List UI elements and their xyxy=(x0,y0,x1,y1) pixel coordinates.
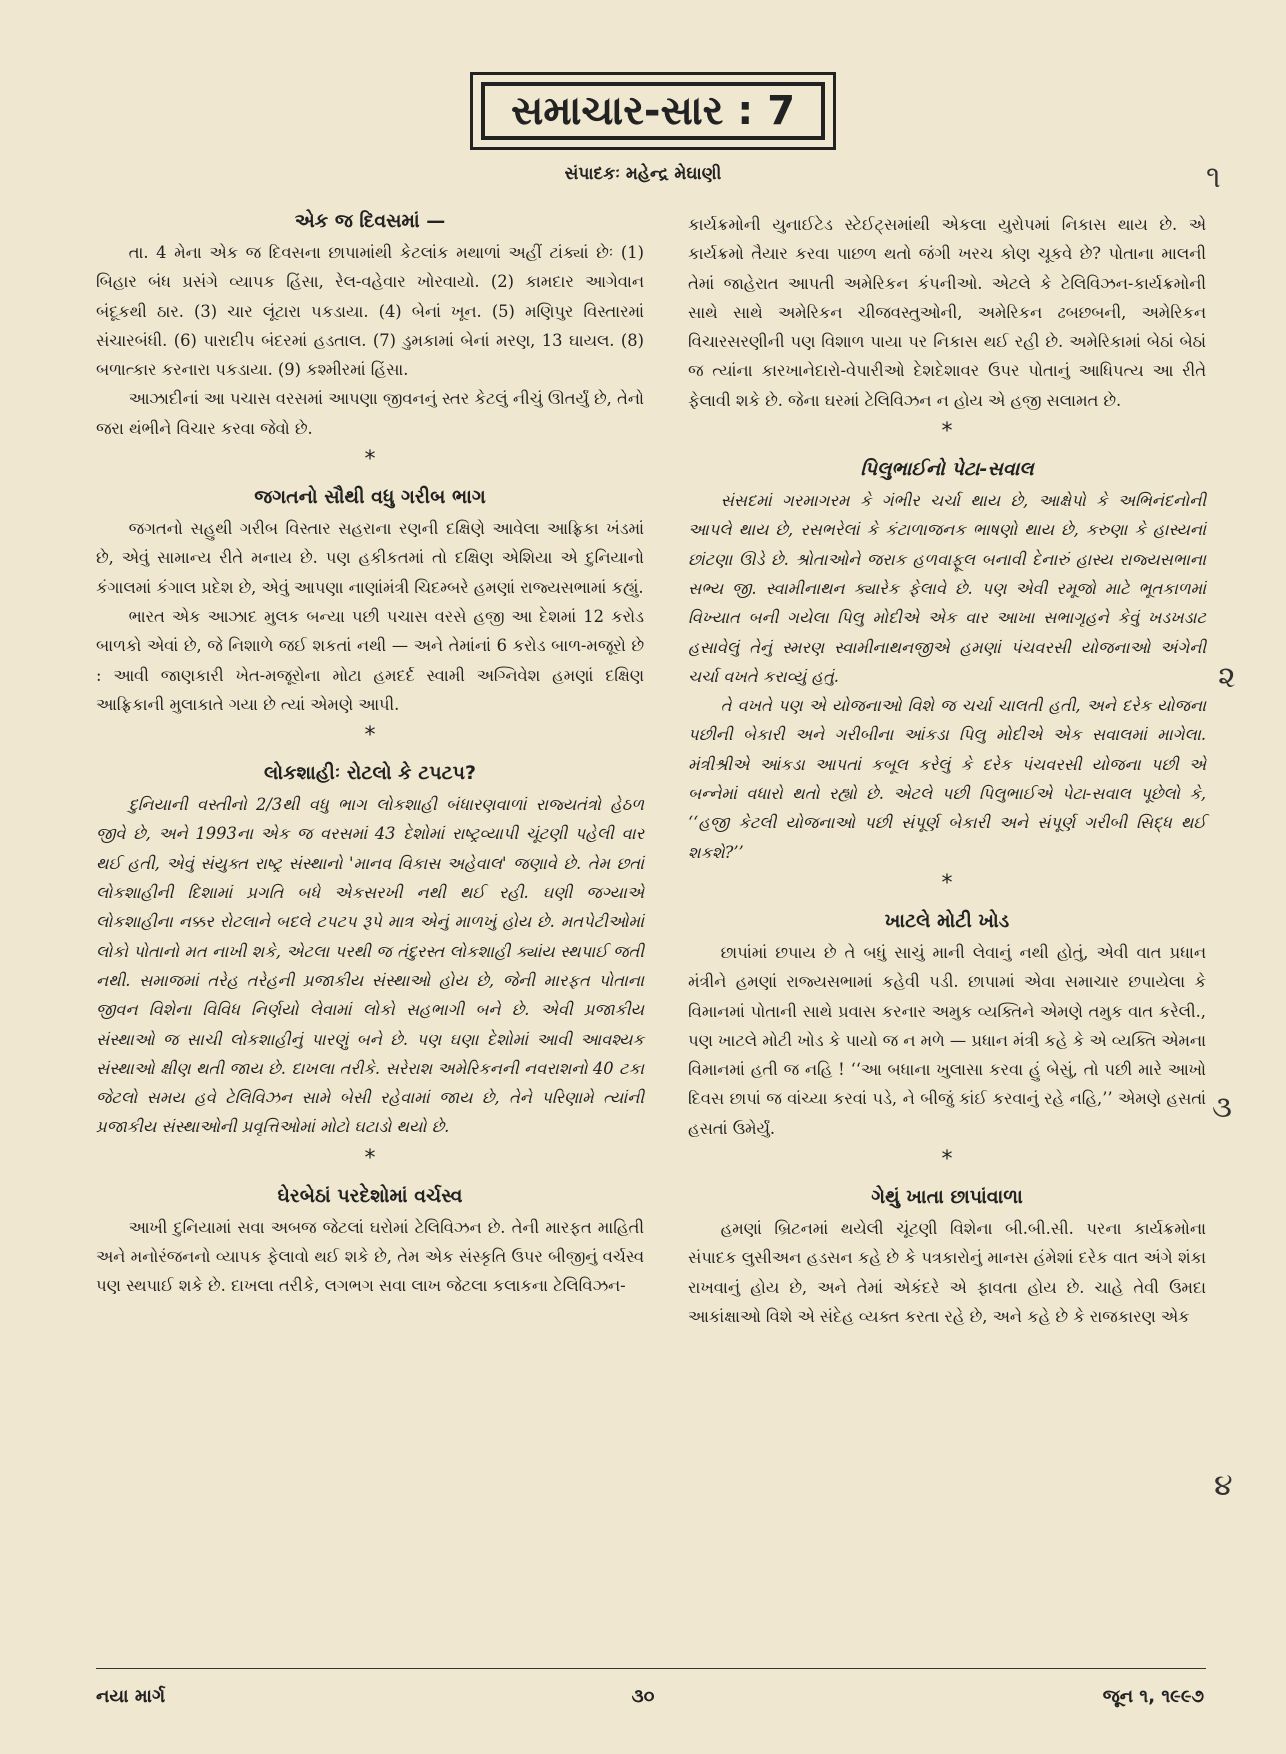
issue-date: જૂન ૧, ૧૯૯૭ xyxy=(1102,1686,1204,1707)
section-separator: * xyxy=(364,447,376,473)
paragraph: જગતનો સહુથી ગરીબ વિસ્તાર સહરાના રણની દક્ષિણે આવેલા આફ્રિકા ખંડમાં છે, એવું સામાન્ય રીતે મનાય છે. પણ હકીકતમાં તો દક્ષિણ એશિયા એ દુનિયાનો કંગાલમાં કંગાલ પ્રદેશ છે, એવું આપણા નાણાંમંત્રી ચિદમ્બરે હમણાં રાજ્યસભામાં કહ્યું. xyxy=(96,519,644,597)
section-separator: * xyxy=(364,1145,376,1171)
page-number: ૩૦ xyxy=(631,1686,655,1707)
paragraph: તા. 4 મેના એક જ દિવસના છાપામાંથી કેટલાંક મથાળાં અહીં ટાંક્યાં છેઃ (1) બિહાર બંધ પ્રસંગે વ્યાપક હિંસા, રેલ-વહેવાર ખોરવાયો. (2) કામદાર આગેવાન બંદૂકથી ઠાર. (3) ચાર લૂંટારા પકડાયા. (4) બેનાં ખૂન. (5) મણિપુર વિસ્તારમાં સંચારબંધી. (6) પારાદીપ બંદરમાં હડતાલ. (7) ડુમકામાં બેનાં મરણ, 13 ઘાયલ. (8) બળાત્કાર કરનારા પકડાયા. (9) કશ્મીરમાં હિંસા. xyxy=(96,243,644,380)
section-separator: * xyxy=(364,723,376,749)
editor-line: સંપાદકઃ મહેન્દ્ર મેઘાણી xyxy=(564,164,722,184)
paragraph: તે વખતે પણ એ યોજનાઓ વિશે જ ચર્ચા ચાલતી હતી, અને દરેક યોજના પછીની બેકારી અને ગરીબીના આંકડા પિલુ મોદીએ એક સવાલમાં માગેલા. મંત્રીશ્રીએ આંકડા આપતાં કબૂલ કરેલું કે દરેક પંચવરસી યોજના પછી એ બન્નેમાં વધારો થતો રહ્યો છે. એટલે પછી પિલુભાઈએ પેટા-સવાલ પૂછેલો કે, ‘‘હજી કેટલી યોજનાઓ પછી સંપૂર્ણ બેકારી અને સંપૂર્ણ ગરીબી સિદ્ધ થઈ શકશે?’’ xyxy=(688,696,1206,862)
margin-mark: ૩ xyxy=(1212,1090,1232,1125)
section-heading: પિલુભાઈનો પેટા-સવાલ xyxy=(860,458,1034,481)
section-heading: ખાટલે મોટી ખોડ xyxy=(884,909,1010,932)
section-separator: * xyxy=(941,1147,953,1173)
section-heading: ઘેરબેઠાં પરદેશોમાં વર્ચસ્વ xyxy=(277,1184,463,1207)
paragraph: આખી દુનિયામાં સવા અબજ જેટલાં ઘરોમાં ટેલિવિઝન છે. તેની મારફત માહિતી અને મનોરંજનનો વ્યાપક ફેલાવો થઈ શકે છે, તેમ એક સંસ્કૃતિ ઉપર બીજીનું વર્ચસ્વ પણ સ્થપાઈ શકે છે. દાખલા તરીકે, લગભગ સવા લાખ જેટલા કલાકના ટેલિવિઝન- xyxy=(96,1217,644,1296)
paragraph: ભારત એક આઝાદ મુલક બન્યા પછી પચાસ વરસે હજી આ દેશમાં 12 કરોડ બાળકો એવાં છે, જે નિશાળે જઈ શકતાં નથી — અને તેમાંનાં 6 કરોડ બાળ-મજૂરો છે : આવી જાણકારી ખેત-મજૂરોના મોટા હમદર્દ સ્વામી અગ્નિવેશ હમણાં દક્ષિણ આફ્રિકાની મુલાકાતે ગયા છે ત્યાં એમણે આપી. xyxy=(96,606,644,714)
paragraph: દુનિયાની વસ્તીનો 2/3થી વધુ ભાગ લોકશાહી બંધારણવાળાં રાજ્યતંત્રો હેઠળ જીવે છે, અને 1993ના એક જ વરસમાં 43 દેશોમાં રાષ્ટ્રવ્યાપી ચૂંટણી પહેલી વાર થઈ હતી, એવું સંયુક્ત રાષ્ટ્ર સંસ્થાનો 'માનવ વિકાસ અહેવાલ' જણાવે છે. તેમ છતાં લોકશાહીની દિશામાં પ્રગતિ બધે એકસરખી નથી થઈ રહી. ઘણી જગ્યાએ લોકશાહીના નક્કર રોટલાને બદલે ટપટપ રૂપે માત્ર એનું માળખું હોય છે. મતપેટીઓમાં લોકો પોતાનો મત નાખી શકે, એટલા પરથી જ તંદુરસ્ત લોકશાહી ક્યાંય સ્થપાઈ જતી નથી. સમાજમાં તરેહ તરેહની પ્રજાકીય સંસ્થાઓ હોય છે, જેની મારફત પોતાના જીવન વિશેના વિવિધ નિર્ણયો લેવામાં લોકો સહભાગી બને છે. એવી પ્રજાકીય સંસ્થાઓ જ સાચી લોકશાહીનું પારણું બને છે. પણ ઘણા દેશોમાં આવી આવશ્યક સંસ્થાઓ ક્ષીણ થતી જાય છે. દાખલા તરીકે. સરેરાશ અમેરિકનની નવરાશનો 40 ટકા જેટલો સમય હવે ટેલિવિઝન સામે બેસી રહેવામાં જાય છે, તેને પરિણામે ત્યાંની પ્રજાકીય સંસ્થાઓની પ્રવૃત્તિઓમાં મોટો ઘટાડો થયો છે. xyxy=(96,795,644,1137)
margin-mark: ૨ xyxy=(1218,660,1236,695)
page-title: સમાચાર-સાર : 7 xyxy=(481,82,825,140)
paragraph: હમણાં બ્રિટનમાં થયેલી ચૂંટણી વિશેના બી.બી.સી. પરના કાર્યક્રમોના સંપાદક લુસીઅન હડસન કહે છે કે પત્રકારોનું માનસ હંમેશાં દરેક વાત અંગે શંકા રાખવાનું હોય છે, અને તેમાં એકંદરે એ ફાવતા હોય છે. ચાહે તેવી ઉમદા આકાંક્ષાઓ વિશે એ સંદેહ વ્યક્ત કરતા રહે છે, અને કહે છે કે રાજકારણ એક xyxy=(688,1219,1206,1326)
left-column xyxy=(96,210,644,1301)
magazine-name: નયા માર્ગ xyxy=(96,1686,166,1707)
section-heading: લોકશાહીઃ રોટલો કે ટપટપ? xyxy=(263,762,477,785)
section-heading: જગતનો સૌથી વધુ ગરીબ ભાગ xyxy=(254,486,486,509)
paragraph: આઝાદીનાં આ પચાસ વરસમાં આપણા જીવનનું સ્તર કેટલું નીચું ઊતર્યું છે, તેનો જરા થંભીને વિચાર કરવા જેવો છે. xyxy=(96,389,644,438)
paragraph: સંસદમાં ગરમાગરમ કે ગંભીર ચર્ચા થાય છે, આક્ષેપો કે અભિનંદનોની આપલે થાય છે, રસભરેલાં કે કંટાળાજનક ભાષણો થાય છે, કરુણા કે હાસ્યનાં છાંટણા ઊડે છે. શ્રોતાઓને જરાક હળવાફૂલ બનાવી દેનારું હાસ્ય રાજ્યસભાના સભ્ય જી. સ્વામીનાથન ક્યારેક ફેલાવે છે. પણ એવી રમૂજો માટે ભૂતકાળમાં વિખ્યાત બની ગયેલા પિલુ મોદીએ એક વાર આખા સભાગૃહને કેવું ખડખડાટ હસાવેલું તેનું સ્મરણ સ્વામીનાથનજીએ હમણાં પંચવરસી યોજનાઓ અંગેની ચર્ચા વખતે કરાવ્યું હતું. xyxy=(688,491,1206,686)
section-separator: * xyxy=(941,870,953,896)
paragraph: છાપાંમાં છપાય છે તે બધું સાચું માની લેવાનું નથી હોતું, એવી વાત પ્રધાન મંત્રીને હમણાં રાજ્યસભામાં કહેવી પડી. છાપામાં એવા સમાચાર છપાયેલા કે વિમાનમાં પોતાની સાથે પ્રવાસ કરનાર અમુક વ્યક્તિને એમણે તમુક વાત કરેલી., પણ ખાટલે મોટી ખોડ કે પાયો જ ન મળે — પ્રધાન મંત્રી કહે કે એ વ્યક્તિ એમના વિમાનમાં હતી જ નહિ ! ‘‘આ બધાના ખુલાસા કરવા હું બેસું, તો પછી મારે આખો દિવસ છાપાં જ વાંચ્યા કરવાં પડે, ને બીજું કાંઈ કરવાનું રહે નહિ,’’ એમણે હસતાં હસતાં ઉમેર્યું. xyxy=(688,942,1206,1138)
section-heading: એક જ દિવસમાં — xyxy=(294,210,446,232)
right-column xyxy=(688,210,1206,1331)
margin-mark: ૧ xyxy=(1206,160,1221,195)
section-separator: * xyxy=(941,419,953,445)
title-box xyxy=(470,72,836,150)
section-heading: ગેથું ખાતા છાપાંવાળા xyxy=(871,1186,1023,1209)
paragraph: કાર્યક્રમોની યુનાઈટેડ સ્ટેઈટ્સમાંથી એકલા યુરોપમાં નિકાસ થાય છે. એ કાર્યક્રમો તૈયાર કરવા પાછળ થતો જંગી ખરચ કોણ ચૂકવે છે? પોતાના માલની તેમાં જાહેરાત આપતી અમેરિકન કંપનીઓ. એટલે કે ટેલિવિઝન-કાર્યક્રમોની સાથે સાથે અમેરિકન ચીજવસ્તુઓની, અમેરિકન ઢબછબની, અમેરિકન વિચારસરણીની પણ વિશાળ પાયા પર નિકાસ થઈ રહી છે. અમેરિકામાં બેઠાં બેઠાં જ ત્યાંના કારખાનેદારો-વેપારીઓ દેશદેશાવર ઉપર પોતાનું આધિપત્ય આ રીતે ફેલાવી શકે છે. જેના ઘરમાં ટેલિવિઝન ન હોય એ હજી સલામત છે. xyxy=(688,215,1206,410)
footer-rule xyxy=(96,1668,1206,1669)
margin-mark: ૪ xyxy=(1214,1468,1233,1503)
